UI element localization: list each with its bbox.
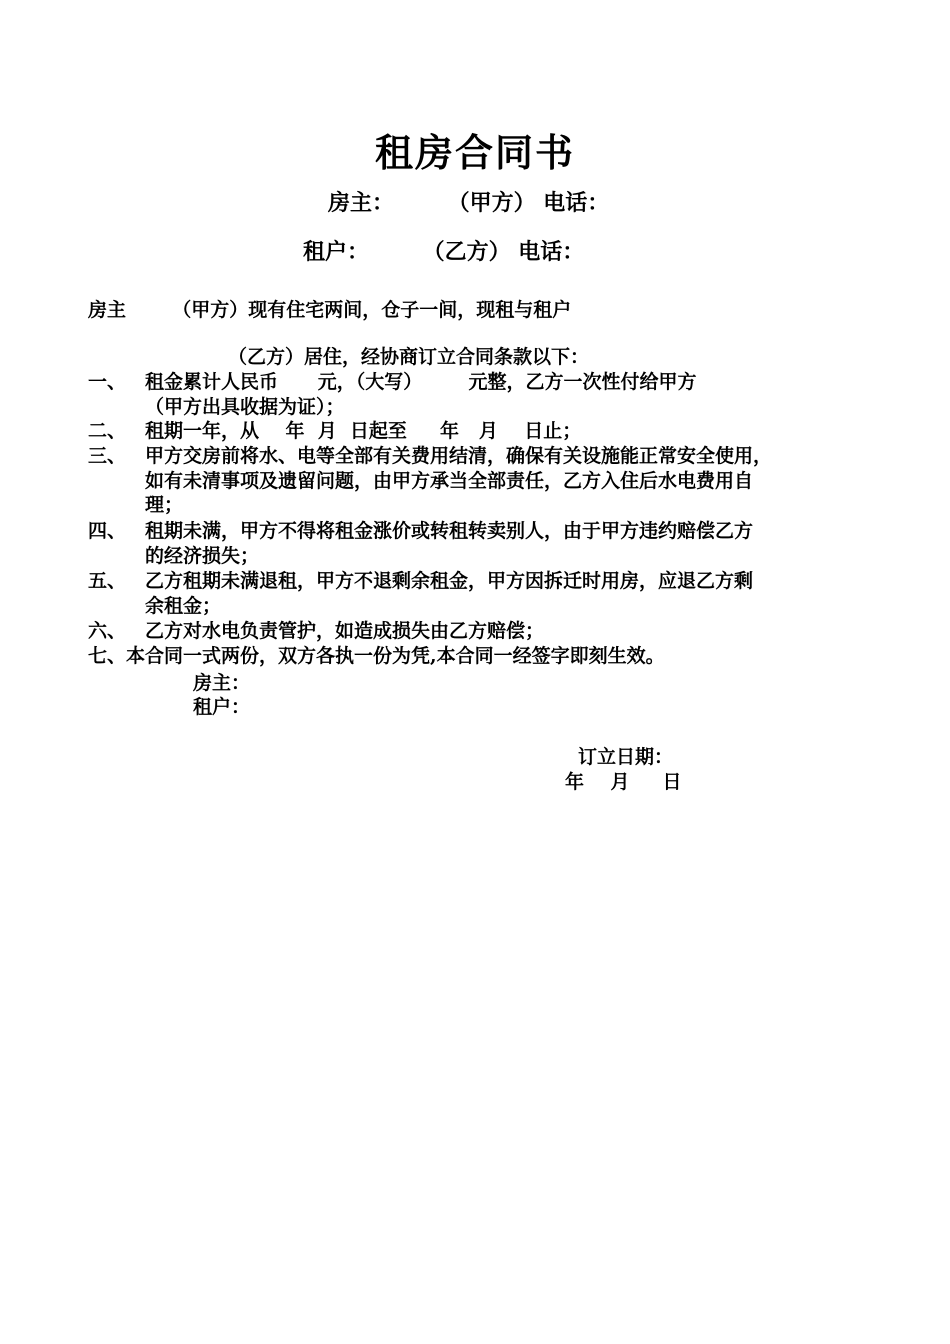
clause-4	[88, 519, 888, 568]
clause-line: 余租金；	[145, 594, 222, 617]
document-title: 租房合同书	[374, 130, 575, 175]
clause-line: 乙方租期未满退租，甲方不退剩余租金，甲方因拆迁时用房，应退乙方剩	[145, 570, 754, 592]
tenant-signature-field: 租户：	[193, 696, 251, 718]
clause-6	[88, 619, 888, 644]
clause-line: 理；	[145, 494, 184, 516]
clause-7: 七、本合同一式两份，双方各执一份为凭,本合同一经签字即刻生效。	[88, 645, 665, 667]
clause-line: 甲方交房前将水、电等全部有关费用结清，确保有关设施能正常安全使用，	[145, 445, 773, 467]
clause-number: 三、	[88, 445, 127, 467]
clause-number: 四、	[88, 520, 127, 542]
clause-line: 租期一年，从 年 月 日起至 年 月 日止；	[145, 420, 582, 442]
signing-date-label: 订立日期：	[578, 746, 674, 768]
clause-line: 的经济损失；	[145, 544, 260, 567]
clause-line: 如有未清事项及遗留问题，由甲方承当全部责任，乙方入住后水电费用自	[145, 469, 754, 492]
intro-line-2: （乙方）居住，经协商订立合同条款以下：	[228, 346, 590, 368]
clause-3	[88, 444, 888, 518]
clause-line: 乙方对水电负责管护，如造成损失由乙方赔偿；	[145, 620, 545, 642]
clause-line: （甲方出具收据为证）；	[145, 395, 345, 418]
clause-1	[88, 370, 888, 419]
clause-number: 五、	[88, 570, 127, 592]
signing-date-fields: 年 月 日	[565, 771, 682, 793]
tenant-header-line: 租户： （乙方） 电话：	[303, 239, 585, 265]
clause-line: 租金累计人民币 元，（大写） 元整，乙方一次性付给甲方	[145, 371, 697, 393]
clause-number: 六、	[88, 620, 127, 642]
clause-2	[88, 419, 888, 444]
intro-line-1: 房主 （甲方）现有住宅两间，仓子一间，现租与租户	[88, 299, 572, 321]
clause-number: 一、	[88, 371, 127, 393]
clause-5	[88, 569, 888, 618]
landlord-header-line: 房主： （甲方） 电话：	[328, 190, 610, 216]
clause-line: 租期未满，甲方不得将租金涨价或转租转卖别人，由于甲方违约赔偿乙方	[145, 520, 754, 542]
clause-number: 二、	[88, 420, 127, 442]
landlord-signature-field: 房主：	[193, 672, 251, 694]
